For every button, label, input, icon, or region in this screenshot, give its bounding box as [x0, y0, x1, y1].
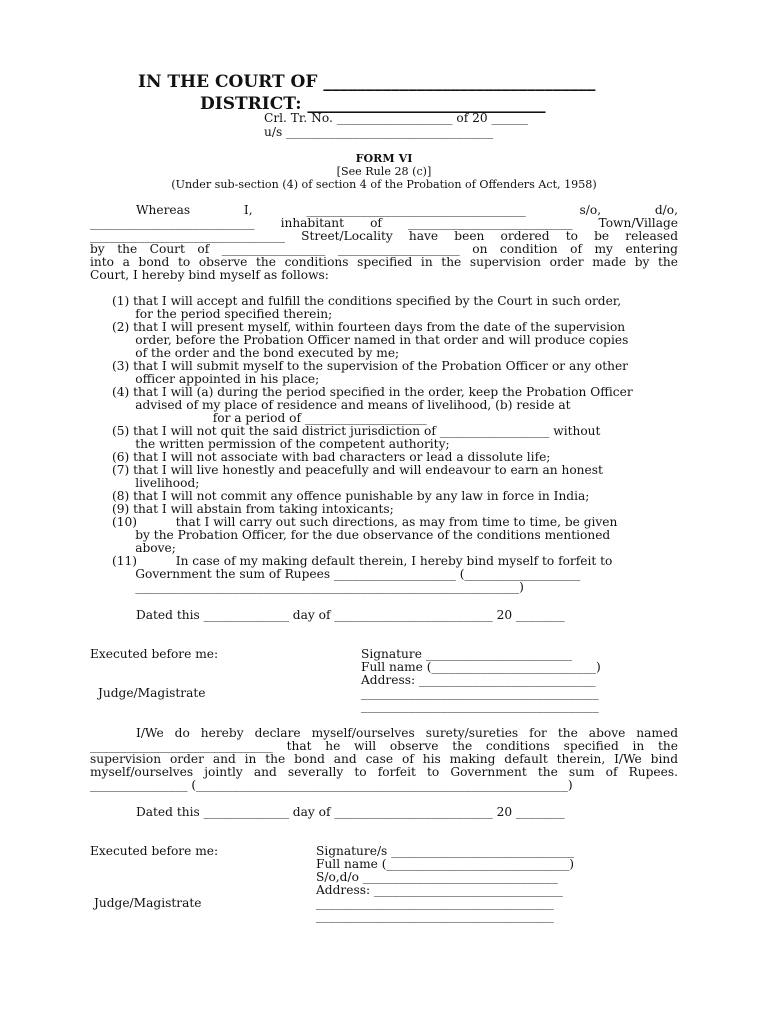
condition-line: (1) that I will accept and fulfill the conditions specified by the Court in such order, [112, 294, 622, 308]
surety-signature-field: Signature/s ______________________________ [316, 844, 574, 858]
executed-before-label: Executed before me: [90, 647, 219, 661]
executed-before-label: Executed before me: [90, 844, 219, 858]
surety-line: myself/ourselves jointly and severally to forfeit to Government the sum of Rupees. [90, 765, 678, 779]
condition-line: above; [112, 541, 176, 555]
condition-line: (4) that I will (a) during the period specified in the order, keep the Probation Officer [112, 385, 633, 399]
judge-magistrate-label: Judge/Magistrate [94, 896, 202, 910]
condition-line: (9) that I will abstain from taking intoxicants; [112, 502, 394, 516]
condition-line: for the period specified therein; [112, 307, 333, 321]
condition-line: officer appointed in his place; [112, 372, 320, 386]
intro-line: ___________________________ inhabitant of ___________________________ Town/Village [90, 216, 678, 230]
intro-line: Court, I hereby bind myself as follows: [90, 268, 329, 282]
judge-magistrate-label: Judge/Magistrate [98, 686, 206, 700]
condition-line: for a period of ____________________ [112, 411, 427, 425]
condition-line: of the order and the bond executed by me; [112, 346, 400, 360]
address-field: Address: _____________________________ [361, 673, 596, 687]
surety-line: supervision order and in the bond and case of his making default therein, I/We bind [90, 752, 678, 766]
condition-line: by the Probation Officer, for the due observance of the conditions mentioned [112, 528, 611, 542]
surety-line: ________________ (_____________________________________________________________) [90, 778, 573, 792]
address-blank-line: _______________________________________ [316, 909, 554, 923]
form-rule: [See Rule 28 (c)] [336, 165, 432, 178]
surety-line: ______________________________ that he will observe the conditions specified in the [90, 739, 678, 753]
address-blank-line: _______________________________________ [361, 699, 599, 713]
district-heading: DISTRICT: ____________________________ [200, 94, 546, 114]
under-section-line: u/s __________________________________ [264, 125, 494, 139]
surety-address-field: Address: _______________________________ [316, 883, 563, 897]
surety-parentage-field: S/o,d/o ________________________________ [316, 870, 558, 884]
form-title: FORM VI [355, 152, 413, 165]
intro-line: into a bond to observe the conditions specified in the supervision order made by the [90, 255, 678, 269]
condition-line: (8) that I will not commit any offence punishable by any law in force in India; [112, 489, 590, 503]
surety-full-name-field: Full name (______________________________) [316, 857, 575, 871]
full-name-field: Full name (___________________________) [361, 660, 601, 674]
criminal-trial-number: Crl. Tr. No. ___________________ of 20 ______ [264, 111, 529, 125]
intro-line: by the Court of _________________ ____________________ on condition of my entering [90, 242, 678, 256]
condition-line: (11) In case of my making default therein, I hereby bind myself to forfeit to [112, 554, 613, 568]
condition-line: livelihood; [112, 476, 200, 490]
condition-line: (2) that I will present myself, within fourteen days from the date of the supervision [112, 320, 626, 334]
condition-line: order, before the Probation Officer named in that order and will produce copies [112, 333, 629, 347]
dated-line: Dated this ______________ day of __________________________ 20 ________ [136, 608, 565, 622]
address-blank-line: _______________________________________ [316, 896, 554, 910]
intro-line: ________________________________ Street/Locality have been ordered to be released [90, 229, 678, 243]
intro-line: Whereas I, ____________________________________ s/o, d/o, [136, 203, 678, 217]
condition-line: advised of my place of residence and means of livelihood, (b) reside at [112, 398, 571, 412]
condition-line: (5) that I will not quit the said district jurisdiction of __________________ without [112, 424, 601, 438]
dated-line: Dated this ______________ day of __________________________ 20 ________ [136, 805, 565, 819]
condition-line: the written permission of the competent authority; [112, 437, 450, 451]
condition-line: (6) that I will not associate with bad characters or lead a dissolute life; [112, 450, 551, 464]
surety-line: I/We do hereby declare myself/ourselves surety/sureties for the above named [136, 726, 678, 740]
address-blank-line: _______________________________________ [361, 686, 599, 700]
condition-line: (3) that I will submit myself to the supervision of the Probation Officer or any other [112, 359, 628, 373]
condition-line: _______________________________________________________________) [112, 580, 524, 594]
signature-field: Signature ________________________ [361, 647, 573, 661]
condition-line: Government the sum of Rupees ____________________ (___________________ [112, 567, 581, 581]
form-act-reference: (Under sub-section (4) of section 4 of the Probation of Offenders Act, 1958) [171, 178, 597, 191]
court-heading: IN THE COURT OF ________________________________ [138, 72, 596, 92]
condition-line: (7) that I will live honestly and peacefully and will endeavour to earn an honest [112, 463, 603, 477]
condition-line: (10) that I will carry out such directions, as may from time to time, be given [112, 515, 618, 529]
